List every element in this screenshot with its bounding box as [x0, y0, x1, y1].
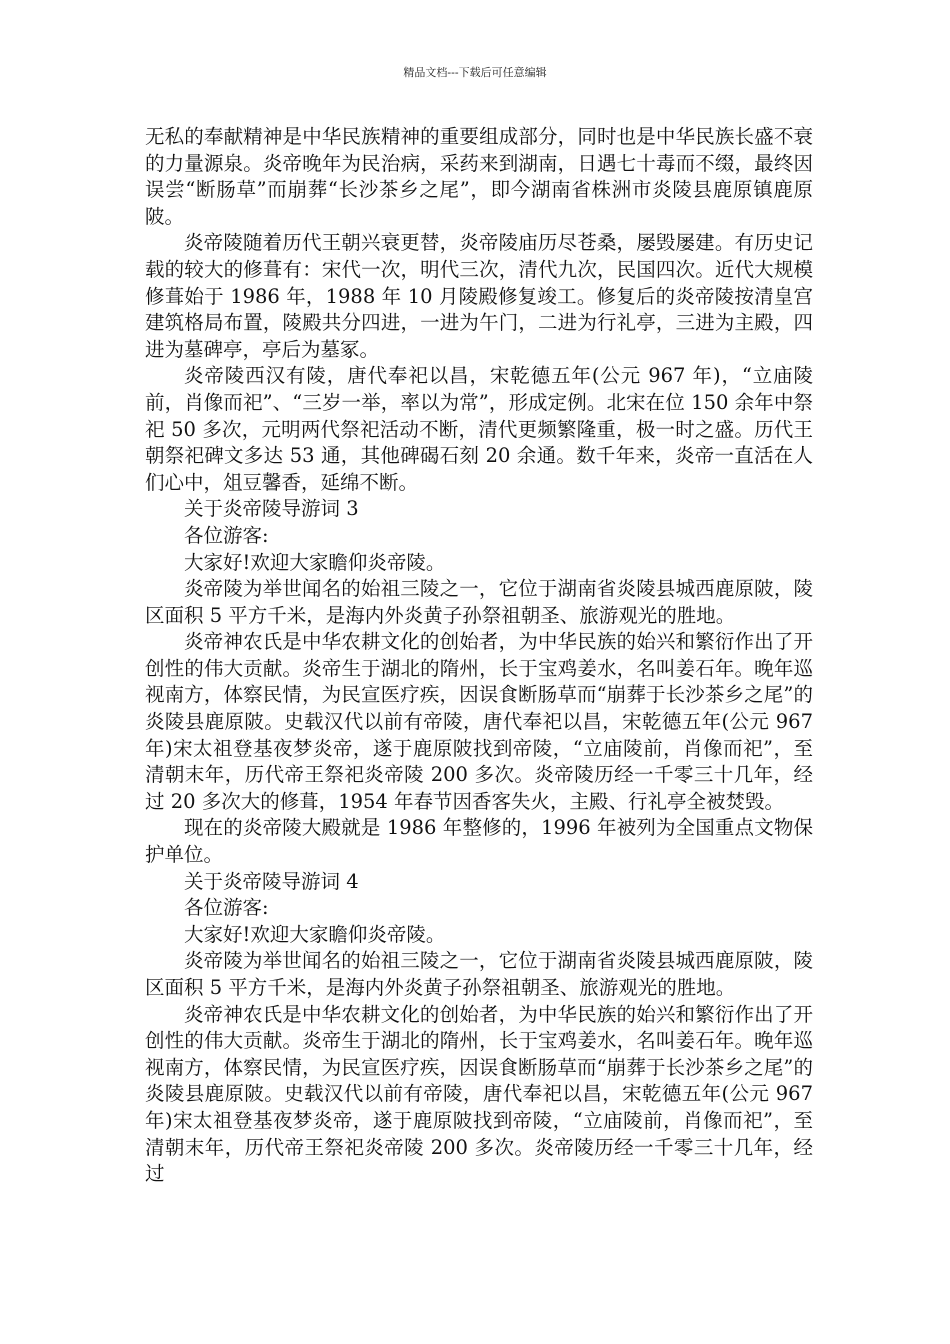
section-heading: 关于炎帝陵导游词 4: [184, 869, 359, 893]
paragraph: 炎帝神农氏是中华农耕文化的创始者，为中华民族的始兴和繁衍作出了开创性的伟大贡献。炎帝生于湖北的隋州，长于宝鸡姜水，名叫姜石年。晚年巡视南方，体察民情，为民宣医疗疾，因误食断肠草而“崩葬于长沙茶乡之尾”的炎陵县鹿原陂。史载汉代以前有帝陵，唐代奉祀以昌，宋乾德五年(公元 967 年)宋太祖登基夜梦炎帝，遂于鹿原陂找到帝陵，“立庙陵前，肖像而祀”，至清朝末年，历代帝王祭祀炎帝陵 200 多次。炎帝陵历经一千零三十几年，经过: [145, 1002, 813, 1186]
paragraph: 炎帝神农氏是中华农耕文化的创始者，为中华民族的始兴和繁衍作出了开创性的伟大贡献。炎帝生于湖北的隋州，长于宝鸡姜水，名叫姜石年。晚年巡视南方，体察民情，为民宣医疗疾，因误食断肠草而“崩葬于长沙茶乡之尾”的炎陵县鹿原陂。史载汉代以前有帝陵，唐代奉祀以昌，宋乾德五年(公元 967 年)宋太祖登基夜梦炎帝，遂于鹿原陂找到帝陵，“立庙陵前，肖像而祀”，至清朝末年，历代帝王祭祀炎帝陵 200 多次。炎帝陵历经一千零三十几年，经过 20 多次大的修葺，1954 年春节因香客失火，主殿、行礼亭全被焚毁。: [145, 630, 813, 813]
document-body: [145, 124, 813, 1188]
greeting-line: 各位游客:: [184, 523, 269, 547]
paragraph: 炎帝陵为举世闻名的始祖三陵之一，它位于湖南省炎陵县城西鹿原陂，陵区面积 5 平方千米，是海内外炎黄子孙祭祖朝圣、旅游观光的胜地。: [145, 577, 813, 627]
greeting-line: 大家好!欢迎大家瞻仰炎帝陵。: [184, 922, 446, 946]
greeting-line: 大家好!欢迎大家瞻仰炎帝陵。: [184, 550, 446, 574]
header-note: 精品文档---下载后可任意编辑: [403, 66, 547, 79]
paragraph: 炎帝陵随着历代王朝兴衰更替，炎帝陵庙历尽苍桑，屡毁屡建。有历史记载的较大的修葺有：宋代一次，明代三次，清代九次，民国四次。近代大规模修葺始于 1986 年，1988 年 10 月陵殿修复竣工。修复后的炎帝陵按清皇宫建筑格局布置，陵殿共分四进，一进为午门，二进为行礼亭，三进为主殿，四进为墓碑亭，亭后为墓冢。: [145, 231, 813, 361]
paragraph: 无私的奉献精神是中华民族精神的重要组成部分，同时也是中华民族长盛不衰的力量源泉。炎帝晚年为民治病，采药来到湖南，日遇七十毒而不缀，最终因误尝“断肠草”而崩葬“长沙茶乡之尾”，即今湖南省株洲市炎陵县鹿原镇鹿原陂。: [145, 125, 813, 228]
paragraph: 炎帝陵为举世闻名的始祖三陵之一，它位于湖南省炎陵县城西鹿原陂，陵区面积 5 平方千米，是海内外炎黄子孙祭祖朝圣、旅游观光的胜地。: [145, 949, 813, 999]
greeting-line: 各位游客:: [184, 896, 269, 920]
section-heading: 关于炎帝陵导游词 3: [184, 497, 359, 521]
paragraph: 现在的炎帝陵大殿就是 1986 年整修的，1996 年被列为全国重点文物保护单位。: [145, 816, 813, 867]
paragraph: 炎帝陵西汉有陵，唐代奉祀以昌，宋乾德五年(公元 967 年)，“立庙陵前，肖像而祀”、“三岁一举，率以为常”，形成定例。北宋在位 150 余年中祭祀 50 多次，元明两代祭祀活动不断，清代更频繁隆重，极一时之盛。历代王朝祭祀碑文多达 53 通，其他碑碣石刻 20 余通。数千年来，炎帝一直活在人们心中，俎豆馨香，延绵不断。: [145, 364, 813, 494]
